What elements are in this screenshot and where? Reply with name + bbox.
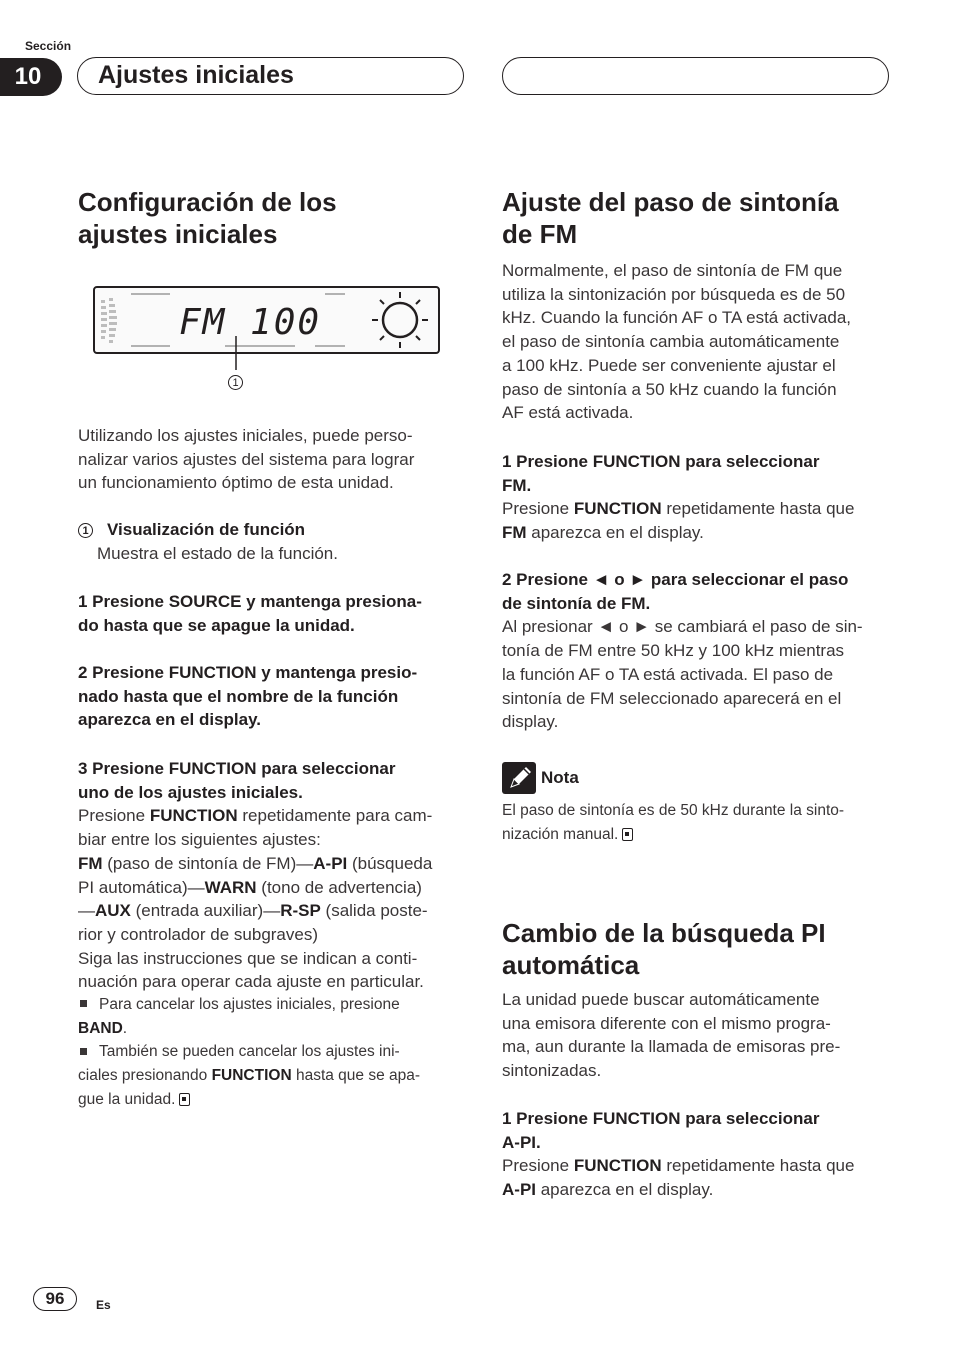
end-of-section-icon xyxy=(622,828,633,841)
right-step-3: 1 Presione FUNCTION para seleccionar A-PI. Presione FUNCTION repetidamente hasta que A-PI aparezca en el display. xyxy=(502,1109,855,1200)
page-number: 96 xyxy=(33,1287,77,1311)
end-of-section-icon xyxy=(179,1093,190,1106)
bullet-icon xyxy=(80,1048,87,1055)
note-label: Nota xyxy=(541,768,579,787)
callout-legend: 1 Visualización de función Muestra el estado de la función. xyxy=(78,518,468,565)
head-unit-display-illustration xyxy=(93,286,440,354)
display-readout: FM 100 xyxy=(179,302,322,343)
right-step-1: 1 Presione FUNCTION para seleccionar FM. Presione FUNCTION repetidamente hasta que FM aparezca en el display. xyxy=(502,452,855,543)
right-section-heading-2: Cambio de la búsqueda PI automática xyxy=(502,918,826,980)
right-step-2: 2 Presione ◄ o ► para seleccionar el paso de sintonía de FM. Al presionar ◄ o ► se cambiará el paso de sin- tonía de FM entre 50 kHz y 100 kHz mientras la función AF o TA está activada. El paso de sintonía de FM seleccionado aparecerá en el display. xyxy=(502,570,863,732)
left-section-heading: Configuración de los ajustes iniciales xyxy=(78,187,337,249)
left-bullet-notes: Para cancelar los ajustes iniciales, presione BAND. También se pueden cancelar los ajustes ini- ciales presionando FUNCTION hasta que se apa- gue la unidad. xyxy=(78,996,421,1108)
left-step-1: 1 Presione SOURCE y mantenga presiona- do hasta que se apague la unidad. xyxy=(78,592,422,635)
bullet-icon xyxy=(80,1000,87,1007)
callout-number: 1 xyxy=(228,375,243,390)
left-step-3: 3 Presione FUNCTION para seleccionar uno de los ajustes iniciales. Presione FUNCTION repetidamente para cam- biar entre los siguientes ajustes: FM (paso de sintonía de FM)—A-PI (búsqueda PI automática)—WARN (tono de advertencia) —AUX (entrada auxiliar)—R-SP (salida poste- rior y controlador de subgraves) Siga las instrucciones que se indican a conti- nuación para operar cada ajuste en particular. xyxy=(78,759,433,992)
page-title: Ajustes iniciales xyxy=(98,61,294,89)
section-label: Sección xyxy=(25,39,72,53)
left-step-2: 2 Presione FUNCTION y mantenga presio- nado hasta que el nombre de la función aparezca en el display. xyxy=(78,663,418,730)
right-intro-1: Normalmente, el paso de sintonía de FM que utiliza la sintonización por búsqueda es de 50 kHz. Cuando la función AF o TA está activada, el paso de sintonía cambia automáticamente a 100 kHz. Puede ser conveniente ajustar el paso de sintonía a 50 kHz cuando la función AF está activada. xyxy=(502,261,852,423)
language-code: Es xyxy=(96,1298,111,1312)
left-intro: Utilizando los ajustes iniciales, puede perso- nalizar varios ajustes del sistema para lograr un funcionamiento óptimo de esta unidad. xyxy=(78,426,415,493)
right-intro-2: La unidad puede buscar automáticamente una emisora diferente con el mismo progra- ma, aun durante la llamada de emisoras pre- sintonizadas. xyxy=(502,990,841,1081)
callout-leader-line xyxy=(230,336,242,372)
display-graphic xyxy=(95,288,438,352)
header-empty-frame xyxy=(502,57,889,95)
section-number-tab: 10 xyxy=(0,58,62,96)
right-section-heading-1: Ajuste del paso de sintonía de FM xyxy=(502,187,839,249)
note-text: El paso de sintonía es de 50 kHz durante la sinto- nización manual. xyxy=(502,802,845,843)
note-pencil-icon xyxy=(502,762,536,794)
